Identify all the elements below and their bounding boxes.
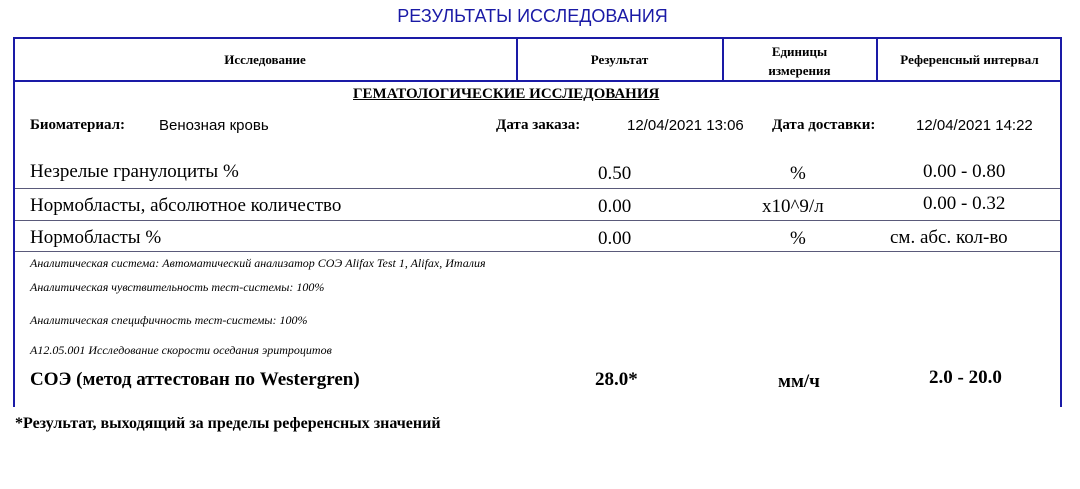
esr-unit: мм/ч: [778, 371, 820, 392]
column-header-reference: Референсный интервал: [900, 52, 1039, 67]
delivery-date-value: 12/04/2021 14:22: [916, 117, 1033, 134]
row-divider: [15, 220, 1060, 221]
note-test-code: A12.05.001 Исследование скорости оседания эритроцитов: [30, 343, 332, 357]
esr-test-name: СОЭ (метод аттестован по Westergren): [30, 369, 360, 390]
row-unit: x10^9/л: [762, 196, 824, 217]
footnote: *Результат, выходящий за пределы референсных значений: [15, 415, 441, 432]
column-header-unit-line2: измерения: [768, 63, 831, 78]
header-bottom-border: [13, 80, 1062, 82]
document-title: РЕЗУЛЬТАТЫ ИССЛЕДОВАНИЯ: [397, 6, 668, 26]
column-header-unit-line1: Единицы: [771, 44, 828, 59]
row-reference: см. абс. кол-во: [890, 227, 1008, 248]
note-analytical-system: Аналитическая система: Автоматический анализатор СОЭ Alifax Test 1, Alifax, Италия: [30, 256, 486, 270]
column-header-test: Исследование: [224, 52, 306, 67]
table-top-border: [13, 37, 1062, 39]
row-divider: [15, 251, 1060, 252]
row-divider: [15, 188, 1060, 189]
row-result: 0.00: [598, 196, 632, 217]
esr-result: 28.0*: [595, 369, 638, 390]
row-unit: %: [790, 228, 806, 249]
delivery-date-label: Дата доставки:: [772, 117, 876, 133]
order-date-value: 12/04/2021 13:06: [627, 117, 744, 134]
row-reference: 0.00 - 0.32: [923, 193, 1006, 214]
biomaterial-label: Биоматериал:: [30, 117, 126, 133]
row-unit: %: [790, 163, 806, 184]
note-specificity: Аналитическая специфичность тест-системы: 100%: [30, 313, 308, 327]
note-sensitivity: Аналитическая чувствительность тест-системы: 100%: [30, 280, 325, 294]
order-date-label: Дата заказа:: [496, 117, 581, 133]
biomaterial-value: Венозная кровь: [159, 117, 269, 134]
esr-reference: 2.0 - 20.0: [929, 367, 1002, 388]
row-result: 0.50: [598, 163, 632, 184]
row-result: 0.00: [598, 228, 632, 249]
column-header-unit: [724, 42, 875, 80]
row-test-name: Незрелые гранулоциты %: [30, 161, 239, 182]
section-title: ГЕМАТОЛОГИЧЕСКИЕ ИССЛЕДОВАНИЯ: [353, 86, 660, 102]
column-header-result: Результат: [590, 52, 649, 67]
row-test-name: Нормобласты, абсолютное количество: [30, 195, 342, 216]
row-test-name: Нормобласты %: [30, 227, 162, 248]
row-reference: 0.00 - 0.80: [923, 161, 1006, 182]
